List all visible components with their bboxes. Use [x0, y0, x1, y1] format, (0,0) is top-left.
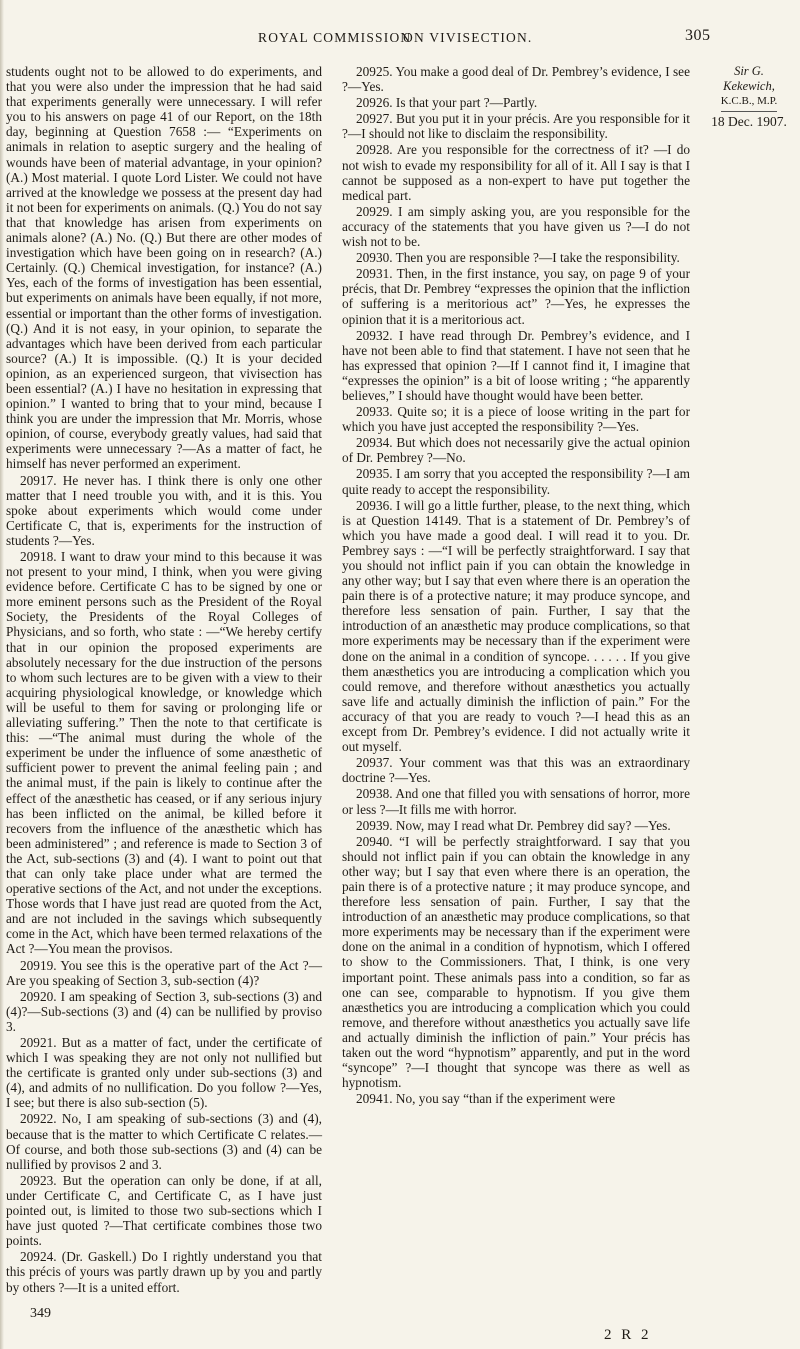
paragraph: 20921. But as a matter of fact, under the certificate of which I was speaking they are not only not nullified but the certificate is granted only under sub-sections (3) and (4), and admits of no nullification. Do you follow ?—Yes, I see; but there is also sub-section (5).	[6, 1035, 322, 1111]
paragraph: 20930. Then you are responsible ?—I take the responsibility.	[356, 250, 680, 266]
sidenote-date: 18 Dec. 1907.	[711, 114, 787, 129]
witness-sidenote	[700, 64, 798, 129]
paragraph: 20940. “I will be perfectly straightforward. I say that you should not inflict pain if you can obtain the knowledge in any other way; but I say that even where there is an operation, the pain there is of a protective nature ; it may produce syncope, and therefore less sensation of pain. Further, I say that the introduction of an anæsthetic may produce complications, so that more experiments may be necessary than if the experiment were done on the animal in a condition of hypnotism, which I offered to show to the Commissioners. That, I think, is one very important point. These animals pass into a condition, so far as one can see, comparable to hypnotism. If you give them anæsthetics you are introducing a complication which you could remove, and therefore without anæsthetics you actually save life and actually diminish the infliction of pain.” Your précis has taken out the word “hypnotism” apparently, and put in the word “syncope” ?—I thought that syncope was there as well as hypnotism.	[342, 833, 690, 1091]
paragraph: 20926. Is that your part ?—Partly.	[356, 95, 538, 111]
page-fold-shadow	[0, 0, 4, 1349]
paragraph: 20917. He never has. I think there is only one other matter that I need trouble you with, and it is this. You spoke about experiments which would come under Certificate C, that is, experiments for the instruction of students ?—Yes.	[6, 472, 322, 548]
paragraph: 20933. Quite so; it is a piece of loose writing in the part for which you have just accepted the responsibility ?—Yes.	[342, 404, 690, 435]
paragraph: 20928. Are you responsible for the correctness of it? —I do not wish to evade my responsibility for all of it. All I say is that I cannot be supposed as a non-expert to have put together the medical part.	[342, 142, 690, 203]
paragraph: 20920. I am speaking of Section 3, sub-sections (3) and (4)?—Sub-sections (3) and (4) can be nullified by proviso 3.	[6, 988, 322, 1034]
paragraph: 20925. You make a good deal of Dr. Pembrey’s evidence, I see ?—Yes.	[342, 64, 690, 95]
paragraph: 20937. Your comment was that this was an extraordinary doctrine ?—Yes.	[342, 755, 690, 786]
sidenote-surname: Kekewich,	[723, 79, 775, 93]
paragraph: 20919. You see this is the operative part of the Act ?—Are you speaking of Section 3, sub-section (4)?	[6, 957, 322, 988]
header-center: ON VIVISECTION.	[403, 30, 533, 45]
paragraph: 20929. I am simply asking you, are you responsible for the accuracy of the statements that you have given us ?—I do not wish not to be.	[342, 203, 690, 250]
header-left: ROYAL COMMISSION	[258, 30, 412, 45]
page-number: 305	[685, 27, 711, 44]
paragraph: 20924. (Dr. Gaskell.) Do I rightly understand you that this précis of yours was partly drawn up by you and partly by others ?—It is a united effort.	[6, 1249, 322, 1295]
right-column	[342, 64, 690, 1107]
sidenote-name: Sir G.	[734, 64, 764, 78]
left-column	[6, 64, 322, 1296]
sidenote-title: K.C.B., M.P.	[720, 95, 778, 107]
paragraph: 20931. Then, in the first instance, you say, on page 9 of your précis, that Dr. Pembrey “expresses the opinion that the infliction of suffering is a meritorious act” ?—Yes, he expresses the opinion that it is a meritorious act.	[342, 266, 690, 327]
running-header	[0, 27, 800, 50]
paragraph: 20927. But you put it in your précis. Are you responsible for it ?—I should not like to disclaim the responsibility.	[342, 111, 690, 142]
sidenote-rule	[721, 111, 777, 112]
paragraph: 20941. No, you say “than if the experiment were	[356, 1091, 616, 1107]
paragraph: 20939. Now, may I read what Dr. Pembrey did say? —Yes.	[356, 817, 671, 833]
paragraph: students ought not to be allowed to do experiments, and that you were also under the impression that he had said that experiments generally were unnecessary. I will refer you to his answers on page 41 of our Report, on the 18th day, beginning at Question 7658 :— “Experiments on animals in relation to aseptic surgery and the healing of wounds have been of material advantage, in your opinion? (A.) Most material. I quote Lord Lister. We could not have arrived at the knowledge we possess at the present day had it not been for experiments on animals. (Q.) You do not say that that knowledge has arisen from experiments on animals alone? (A.) No. (Q.) But there are other modes of investigation which have been going on in research? (A.) Certainly. (Q.) Chemical investigation, for instance? (A.) Yes, each of the forms of investigation has been essential, but experiments on animals have been equally, if not more, essential or important than the other forms of investigation. (Q.) And it is not easy, in your opinion, to separate the advantages which have been derived from each particular source? (A.) It is impossible. (Q.) It is your decided opinion, as an experienced surgeon, that vivisection has been essential? (A.) I have no hesitation in expressing that opinion.” I wanted to bring that to your mind, because I think you are under the impression that Mr. Morris, whose opinion, of course, everybody greatly values, had said that experiments were unnecessary ?—As a matter of fact, he himself has never performed an experiment.	[6, 64, 322, 472]
left-signature-mark: 349	[30, 1306, 51, 1321]
paragraph: 20918. I want to draw your mind to this because it was not present to your mind, I think, when you were giving evidence before. Certificate C has to be signed by one or more eminent persons such as the President of the Royal Society, the Presidents of the Royal Colleges of Physicians, and so forth, who state : —“We hereby certify that in our opinion the proposed experiments are absolutely necessary for the due instruction of the persons to whom such lectures are to be given with a view to their acquiring physiological knowledge, or knowledge which will be useful to them for saving or prolonging life or alleviating suffering.” Then the note to that certificate is this: —“The animal must during the whole of the experiment be under the influence of some anæsthetic of sufficient power to prevent the animal feeling pain ; and the animal must, if the pain is likely to continue after the effect of the anæsthetic has ceased, or if any serious injury has been inflicted on the animal, be killed before it recovers from the influence of the anæsthetic which has been administered” ; and reference is made to Section 3 of the Act, sub-sections (3) and (4). I want to point out that that can only take place under what are termed the operative sections of the Act, and not under the exceptions. Those words that I have just read are quoted from the Act, and are not included in the savings which subsequently come in the Act, which have been termed relaxations of the Act ?—You mean the provisos.	[6, 549, 322, 957]
right-signature-mark: 2 R 2	[604, 1327, 652, 1343]
paragraph: 20922. No, I am speaking of sub-sections (3) and (4), because that is the matter to which Certificate C relates.—Of course, and both those sub-sections (3) and (4) can be nullified by provisos 2 and 3.	[6, 1111, 322, 1172]
paragraph: 20923. But the operation can only be done, if at all, under Certificate C, and Certificate C, as I have just pointed out, is limited to those two sub-sections which I have just quoted ?—That certificate combines those two points.	[6, 1172, 322, 1249]
paragraph: 20938. And one that filled you with sensations of horror, more or less ?—It fills me with horror.	[342, 786, 690, 817]
paragraph: 20934. But which does not necessarily give the actual opinion of Dr. Pembrey ?—No.	[342, 435, 690, 466]
paragraph: 20935. I am sorry that you accepted the responsibility ?—I am quite ready to accept the responsibility.	[342, 466, 690, 497]
paragraph: 20932. I have read through Dr. Pembrey’s evidence, and I have not been able to find that statement. I have not seen that he has expressed that opinion ?—If I cannot find it, I imagine that “expresses the opinion” is a bit of loose writing ; “he apparently believes,” I should have thought would have been better.	[342, 327, 690, 403]
paragraph: 20936. I will go a little further, please, to the next thing, which is at Question 14149. That is a statement of Dr. Pembrey’s of which you have made a good deal. I will read it to you. Dr. Pembrey says : —“I will be perfectly straightforward. I say that you should not inflict pain if you can obtain the knowledge in any other way; but I say that even where there is an operation the pain there is of a protective nature; it may produce syncope, and therefore less sensation of pain. Further, I say that the introduction of an anæsthetic may produce complications, so that more experiments may be necessary than if the experiment were done on the animal in a condition of syncope. . . . . . If you give them anæsthetics you are introducing a complication which you could remove, and therefore without anæsthetics you actually save life and actually diminish the infliction of pain.” For the accuracy of that you are ready to vouch ?—I head this as an except from Dr. Pembrey’s evidence. I did not actually write it out myself.	[342, 497, 690, 755]
